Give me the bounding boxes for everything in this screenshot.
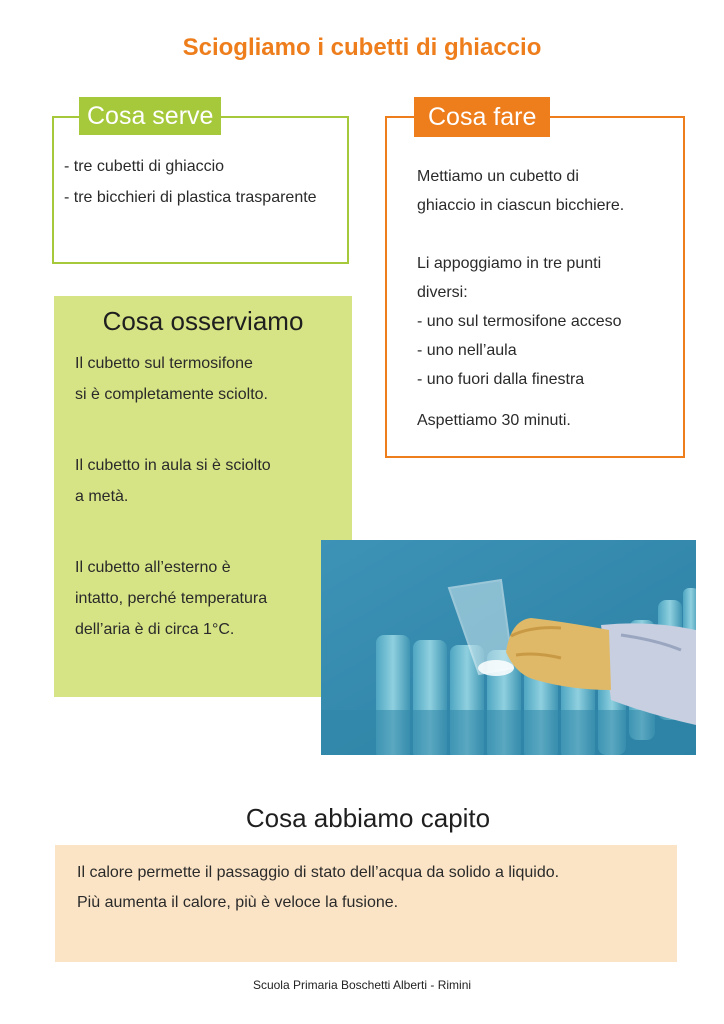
observation-line: Il cubetto all’esterno è [75,559,231,576]
conclusion-line: Il calore permette il passaggio di stato dell’acqua da solido a liquido. [77,864,560,881]
radiator-photo-illustration [321,540,696,755]
observation-line: Il cubetto in aula si è sciolto [75,457,271,474]
materials-item: - tre cubetti di ghiaccio [64,158,225,175]
procedure-line: - uno nell’aula [417,342,517,359]
materials-item: - tre bicchieri di plastica trasparente [64,189,317,206]
observations-heading: Cosa osserviamo [102,306,304,336]
procedure-closing: Aspettiamo 30 minuti. [417,412,571,429]
procedure-line: - uno fuori dalla finestra [417,371,585,388]
spacer [75,410,335,450]
procedure-line: - uno sul termosifone acceso [417,313,622,330]
footer: Scuola Primaria Boschetti Alberti - Rimini [252,978,472,992]
spacer [417,220,677,249]
procedure-heading: Cosa fare [414,97,550,137]
materials-list [64,154,334,216]
procedure-text [417,162,677,435]
observation-line: intatto, perché temperatura [75,590,268,607]
conclusion-text [77,858,667,918]
observation-line: dell’aria è di circa 1°C. [75,621,235,638]
conclusion-heading: Cosa abbiamo capito [245,803,491,833]
procedure-line: Li appoggiamo in tre punti [417,255,602,272]
procedure-line: Mettiamo un cubetto di [417,168,579,185]
observation-line: Il cubetto sul termosifone [75,355,253,372]
conclusion-line: Più aumenta il calore, più è veloce la fusione. [77,894,399,911]
observation-line: a metà. [75,488,129,505]
observations-text [75,348,335,645]
materials-heading: Cosa serve [79,97,221,135]
radiator-photo [321,540,696,755]
procedure-line: diversi: [417,284,468,301]
spacer [75,512,335,552]
observation-line: si è completamente sciolto. [75,386,268,403]
page-title: Sciogliamo i cubetti di ghiaccio [182,34,542,61]
procedure-line: ghiaccio in ciascun bicchiere. [417,197,625,214]
